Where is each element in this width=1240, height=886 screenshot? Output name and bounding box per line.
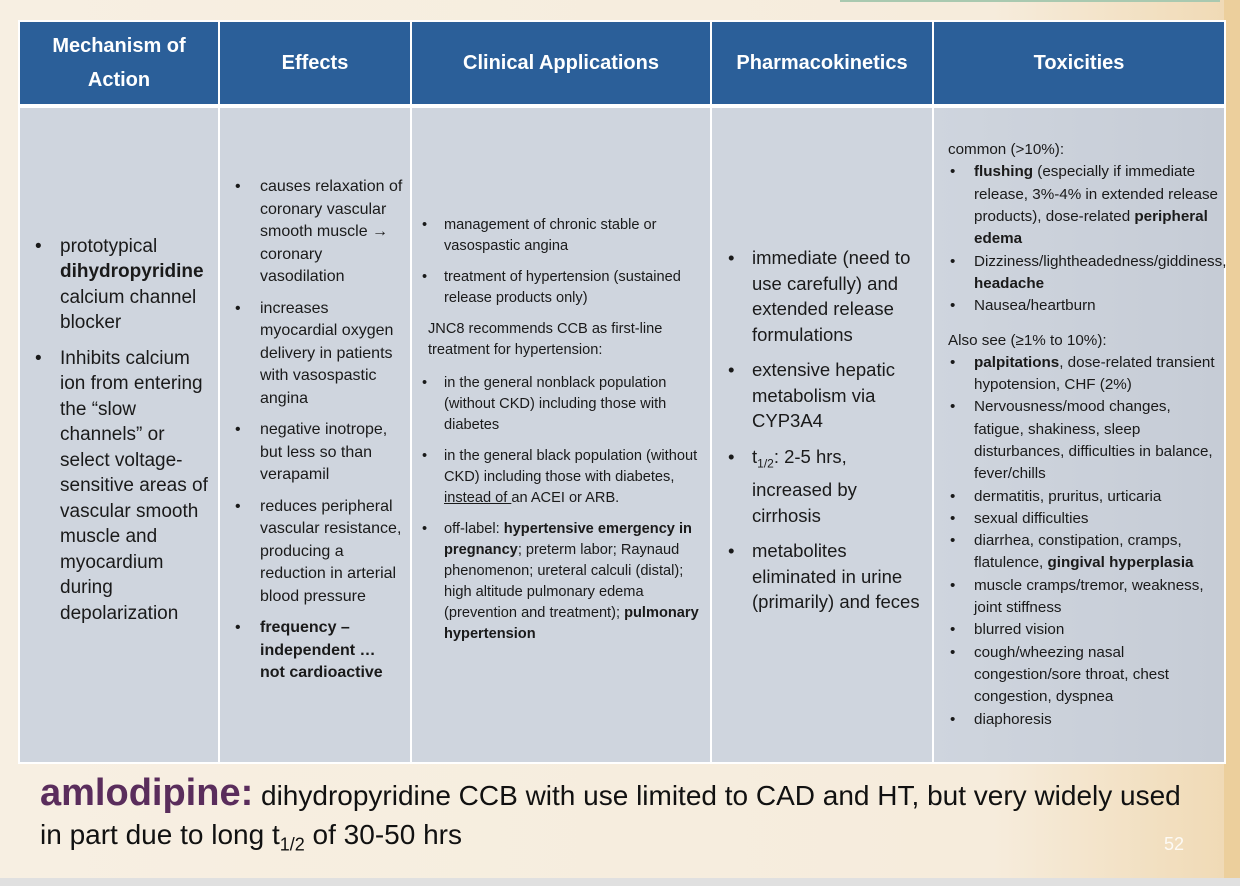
section-gap xyxy=(940,318,1218,330)
page-number: 52 xyxy=(1164,834,1185,854)
clinical-bullet-4: • in the general black population (without CKD) including those with diabetes, instead of an ACEI or ARB. xyxy=(444,446,704,509)
table-row xyxy=(19,106,1225,763)
other-toxicity-7: • blurred vision xyxy=(974,619,1218,641)
other-toxicity-5: • diarrhea, constipation, cramps, flatulence, gingival hyperplasia xyxy=(974,530,1218,575)
cell-clinical-applications xyxy=(411,106,711,763)
caption-subscript: 1/2 xyxy=(279,834,305,855)
caption-text-2: of 30-50 hrs xyxy=(304,819,462,850)
header-effects: Effects xyxy=(219,21,411,106)
table-header-row xyxy=(19,21,1225,106)
header-mechanism: Mechanism of Action xyxy=(19,21,219,106)
effects-bullet-5: • frequency – independent … not cardioactive xyxy=(260,617,404,685)
common-toxicity-1: • flushing (especially if immediate release, 3%-4% in extended release products), dose-related peripheral edema xyxy=(974,161,1218,250)
other-toxicity-3: • dermatitis, pruritus, urticaria xyxy=(974,486,1218,508)
common-toxicity-2: • Dizziness/lightheadedness/giddiness, headache xyxy=(974,251,1218,296)
cell-toxicities xyxy=(933,106,1225,763)
clinical-bullet-1: • management of chronic stable or vasospastic angina xyxy=(444,215,704,257)
cell-effects xyxy=(219,106,411,763)
header-toxicities: Toxicities xyxy=(933,21,1225,106)
mechanism-bullet-1: • prototypical dihydropyridine calcium channel blocker xyxy=(60,234,212,336)
also-see-heading: Also see (≥1% to 10%): xyxy=(948,331,1107,349)
other-toxicity-4: • sexual difficulties xyxy=(974,508,1218,530)
effects-bullet-3: • negative inotrope, but less so than verapamil xyxy=(260,419,404,487)
pk-bullet-2: • extensive hepatic metabolism via CYP3A4 xyxy=(752,357,926,434)
amlodipine-caption xyxy=(40,774,1190,865)
jnc8-note: JNC8 recommends CCB as first-line treatment for hypertension: xyxy=(428,321,663,358)
caption-text-1: dihydropyridine CCB with use limited to CAD and HT, but very widely used in part due to long t xyxy=(40,780,1181,850)
effects-bullet-4: • reduces peripheral vascular resistance, producing a reduction in arterial blood pressure xyxy=(260,496,404,609)
header-pharmacokinetics: Pharmacokinetics xyxy=(711,21,933,106)
common-toxicity-3: • Nausea/heartburn xyxy=(974,295,1218,317)
common-heading: common (>10%): xyxy=(948,141,1065,159)
clinical-bullet-3: • in the general nonblack population (without CKD) including those with diabetes xyxy=(444,373,704,436)
slide-bottom-bar xyxy=(0,878,1240,886)
other-toxicity-6: • muscle cramps/tremor, weakness, joint stiffness xyxy=(974,575,1218,620)
other-toxicity-2: • Nervousness/mood changes, fatigue, shakiness, sleep disturbances, difficulties in balance, fever/chills xyxy=(974,396,1218,485)
effects-bullet-1: • causes relaxation of coronary vascular smooth muscle → coronary vasodilation xyxy=(260,176,404,289)
clinical-bullet-2: • treatment of hypertension (sustained release products only) xyxy=(444,267,704,309)
clinical-bullet-5: • off-label: hypertensive emergency in pregnancy; preterm labor; Raynaud phenomenon; ureteral calculi (distal); high altitude pulmonary edema (prevention and treatment); pulmonary hypertension xyxy=(444,519,704,645)
pk-bullet-3: • $t_{1/2}$: 2-5 hrs, increased by cirrhosis xyxy=(752,444,926,528)
title-rule xyxy=(840,0,1220,2)
cell-mechanism xyxy=(19,106,219,763)
cell-pharmacokinetics xyxy=(711,106,933,763)
header-clinical-applications: Clinical Applications xyxy=(411,21,711,106)
other-toxicity-8: • cough/wheezing nasal congestion/sore throat, chest congestion, dyspnea xyxy=(974,642,1218,709)
caption-drug-name: amlodipine: xyxy=(40,772,254,814)
other-toxicity-1: • palpitations, dose-related transient hypotension, CHF (2%) xyxy=(974,352,1218,397)
mechanism-bullet-2: • Inhibits calcium ion from entering the “slow channels” or select voltage-sensitive areas of vascular smooth muscle and myocardium during depolarization xyxy=(60,346,212,627)
pk-bullet-1: • immediate (need to use carefully) and extended release formulations xyxy=(752,245,926,347)
drug-profile-table xyxy=(18,20,1226,764)
effects-bullet-2: • increases myocardial oxygen delivery in patients with vasospastic angina xyxy=(260,298,404,411)
pk-bullet-4: • metabolites eliminated in urine (primarily) and feces xyxy=(752,538,926,615)
slide-edge-band xyxy=(1224,0,1240,886)
other-toxicity-9: • diaphoresis xyxy=(974,709,1218,731)
